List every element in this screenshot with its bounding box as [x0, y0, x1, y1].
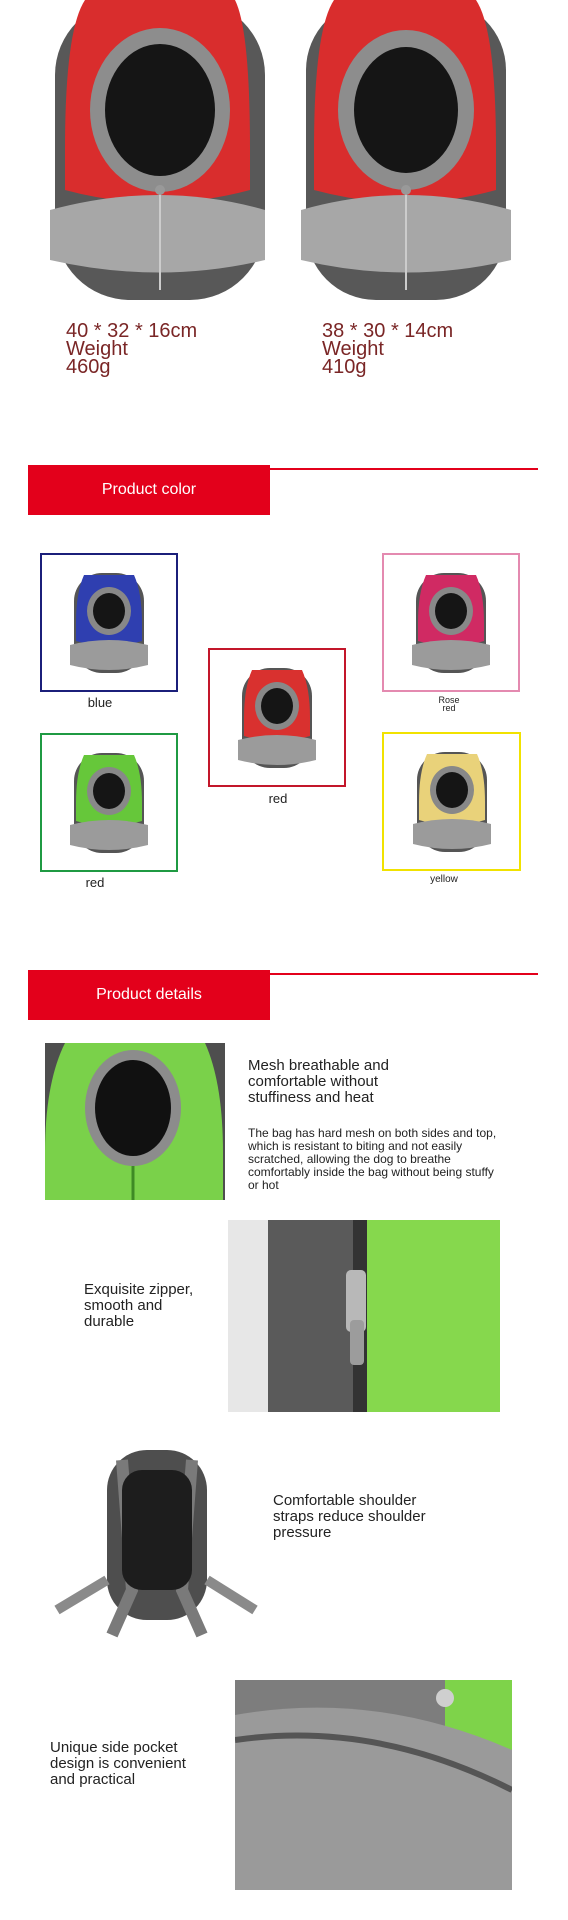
product-color-title: Product color — [101, 481, 197, 498]
spec-weight-large: 460g — [66, 356, 111, 378]
detail-image-zipper — [228, 1220, 500, 1412]
color-label-green: red — [85, 875, 105, 890]
detail-title-zipper: Exquisite zipper, smooth and durable — [84, 1281, 194, 1330]
detail-title-mesh: Mesh breathable and comfortable without stuffiness and heat — [248, 1057, 389, 1106]
detail-title-straps: Comfortable shoulder straps reduce shoulder pressure — [273, 1492, 426, 1541]
spec-weight-label-large: Weight — [66, 338, 128, 360]
color-label-yellow: yellow — [430, 874, 458, 885]
spec-weight-label-small: Weight — [322, 338, 384, 360]
color-label-blue: blue — [87, 695, 113, 710]
product-image-large — [45, 0, 270, 305]
color-swatch-green[interactable] — [40, 733, 178, 872]
section-divider — [270, 973, 538, 975]
color-swatch-yellow[interactable] — [382, 732, 521, 871]
spec-weight-small: 410g — [322, 356, 367, 378]
color-label-rose-red: Rose red — [438, 695, 460, 713]
product-details-title: Product details — [96, 986, 202, 1003]
detail-image-straps — [52, 1440, 260, 1650]
color-swatch-rose-red[interactable] — [382, 553, 520, 692]
detail-image-mesh — [45, 1043, 225, 1200]
detail-image-side-pocket — [235, 1680, 512, 1890]
section-divider — [270, 468, 538, 470]
detail-title-side-pocket: Unique side pocket design is convenient and practical — [50, 1739, 186, 1788]
product-details-header — [28, 970, 270, 1020]
color-swatch-blue[interactable] — [40, 553, 178, 692]
color-label-red: red — [268, 791, 288, 806]
spec-dims-small: 38 * 30 * 14cm — [322, 320, 454, 342]
product-color-header — [28, 465, 270, 515]
color-swatch-red[interactable] — [208, 648, 346, 787]
spec-dims-large: 40 * 32 * 16cm — [66, 320, 198, 342]
detail-body-mesh: The bag has hard mesh on both sides and top, which is resistant to biting and not easily scratched, allowing the dog to breathe comfortably inside the bag without being stuffy or hot — [248, 1126, 497, 1192]
product-image-small — [296, 0, 516, 305]
